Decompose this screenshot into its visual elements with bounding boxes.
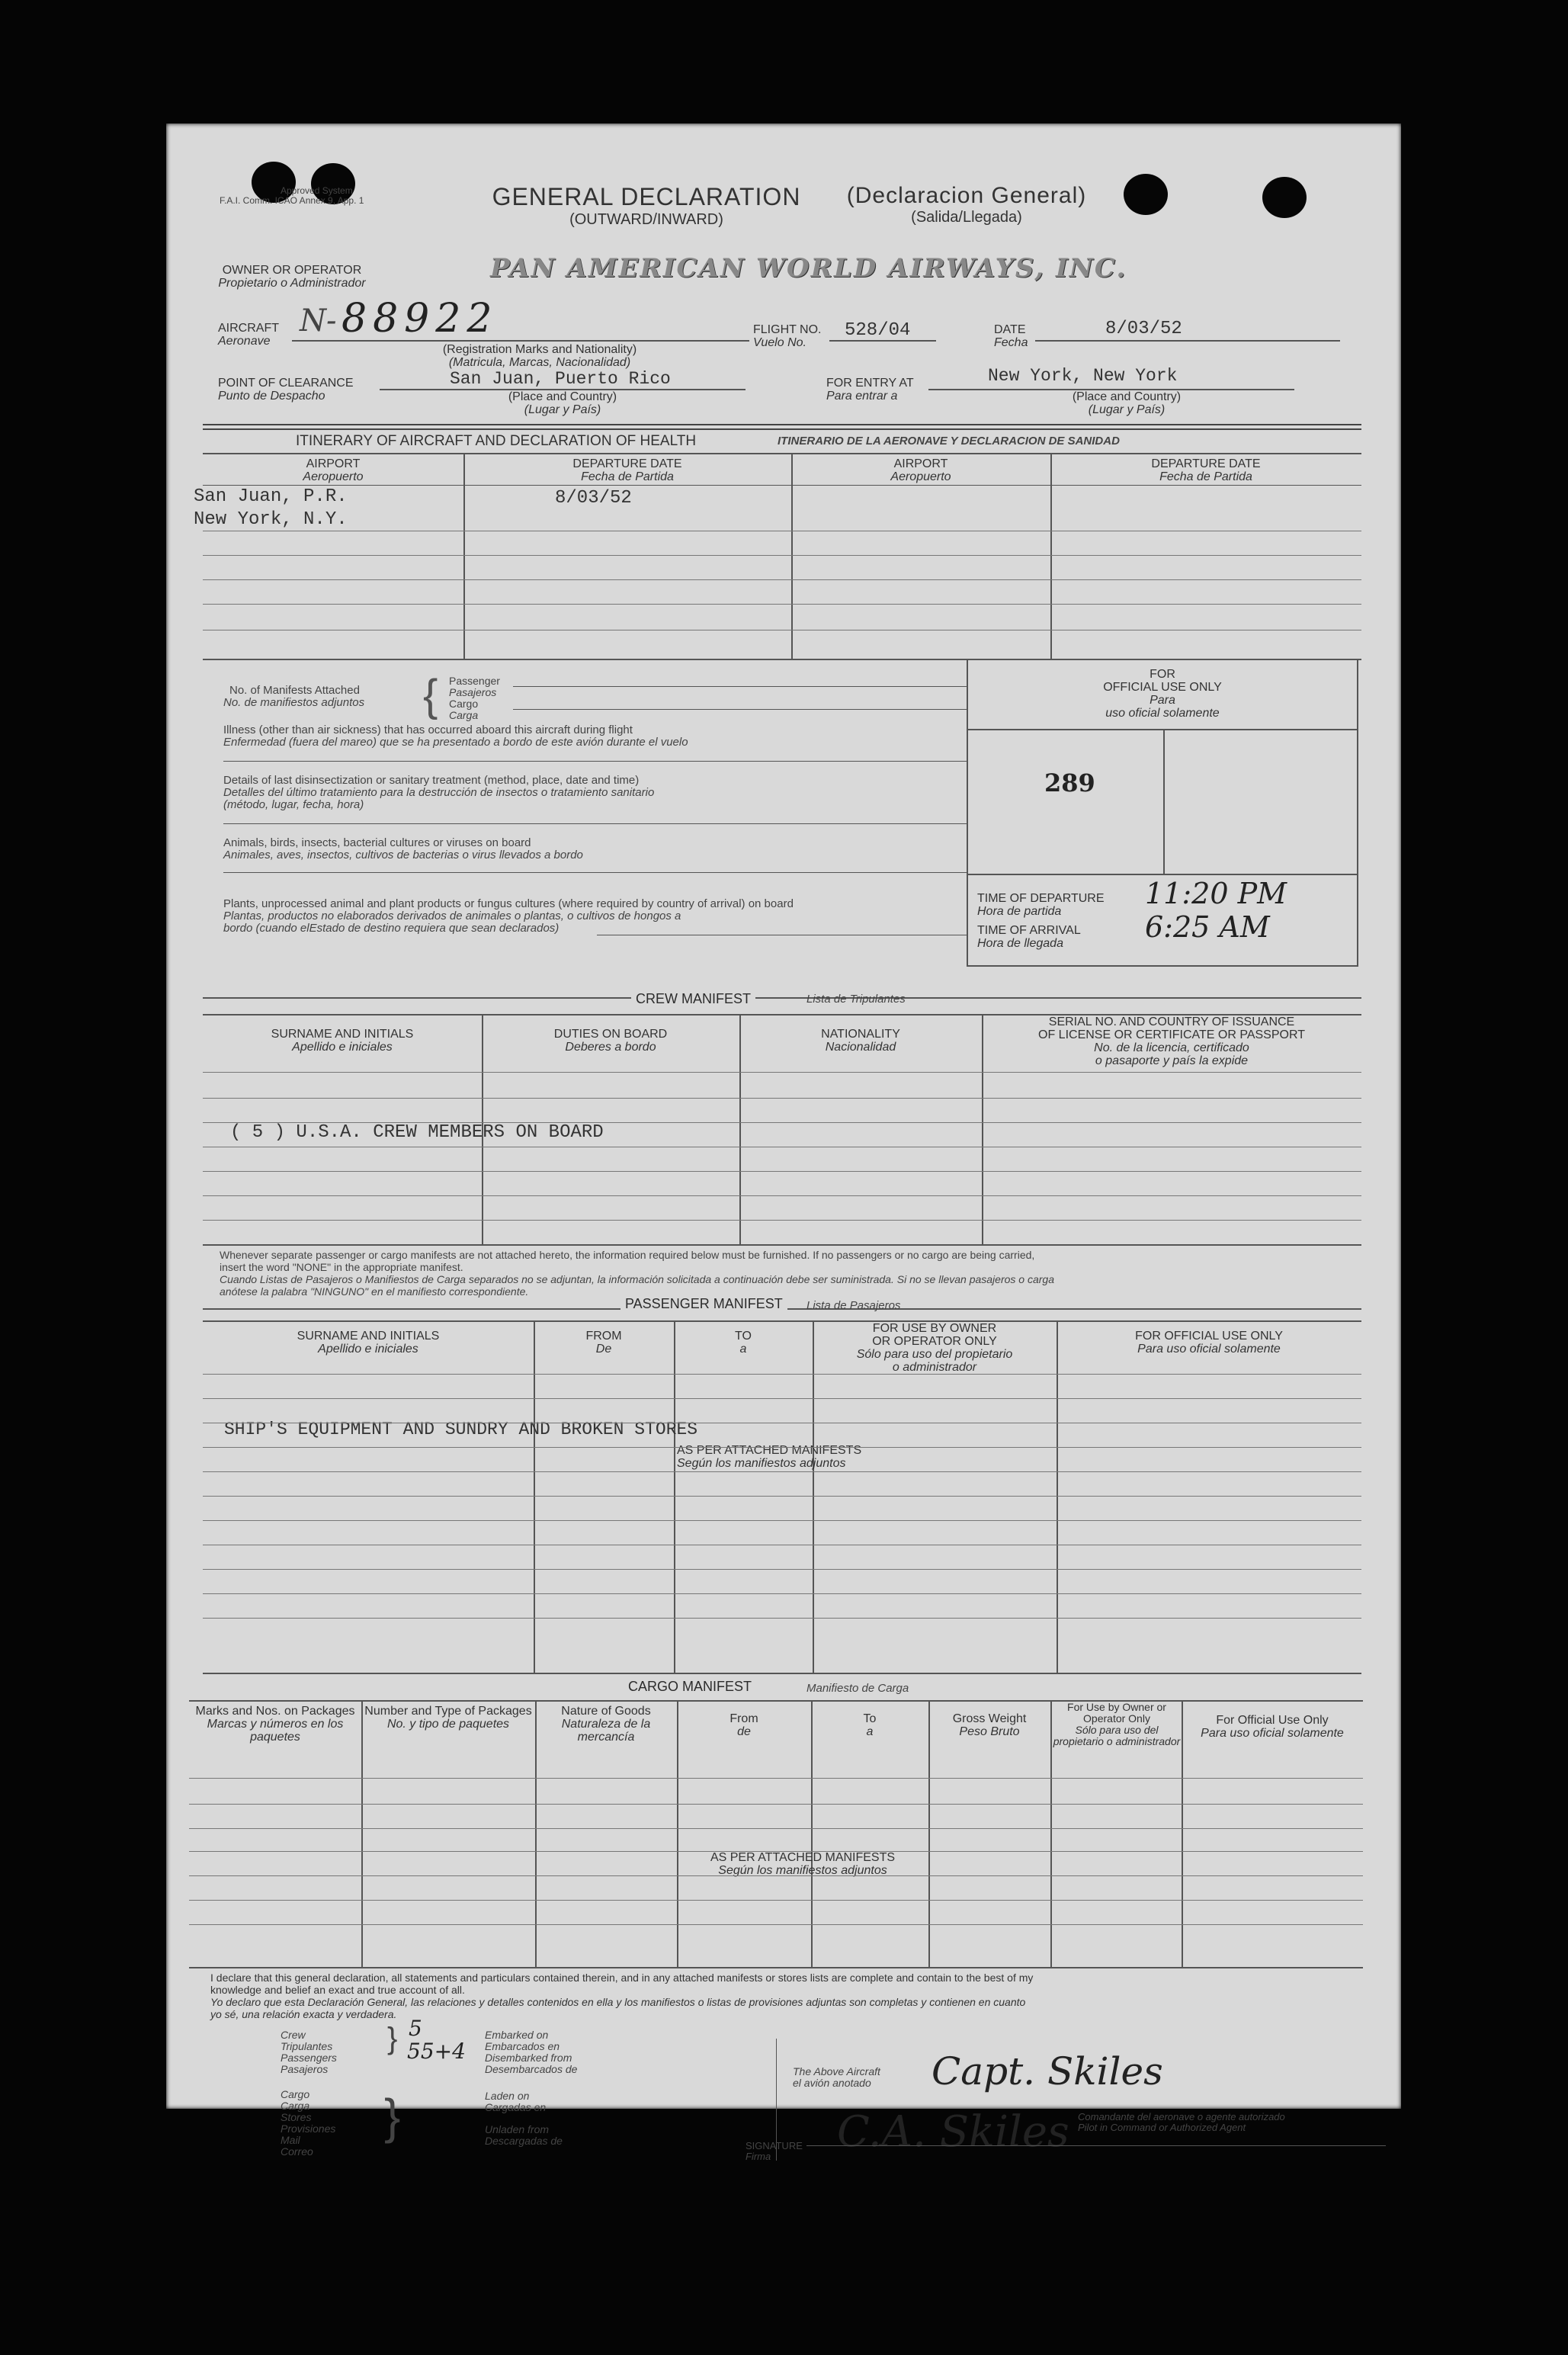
embarked-label-es: Embarcados en: [485, 2040, 560, 2052]
form-title-es: (Declaracion General): [846, 183, 1087, 208]
health-declaration: No. of Manifests Attached No. de manifiestos adjuntos { Passenger Pasajeros Cargo Carga Illness (other than air sickness) that has occurred aboard this aircraft during flight Enfermedad (fuera del mareo) que se ha presentado a bordo de este avión durante el vuelo Details of last disinsectization or sanitary treatment (method, place, date and time) Detalles del último tratamiento para la destrucción de insectos o tratamiento sanitario (método, lugar, fecha, hora) Animals, birds, insects, bacterial cultures or viruses on board Animales, aves, insectos, cultivos de bacterias o virus llevados a bordo Plants, unprocessed animal and plant products or fungus cultures (where required by country of arrival) on board Plantas, productos no elaborados derivados de animales o plantas, o cultivos de hongos a bordo (cuando elEstado de destino requiera que sean declarados): [223, 669, 1108, 1096]
departure-time-label: TIME OF DEPARTURE: [977, 892, 1105, 905]
cargo-col-nature-es: Naturaleza de la mercancía: [561, 1718, 651, 1744]
passenger-col-name-es: Apellido e iniciales: [318, 1343, 418, 1356]
crew-col-name: SURNAME AND INITIALS: [271, 1028, 414, 1041]
plants-label: Plants, unprocessed animal and plant products or fungus cultures (where required by country of arrival) on board: [223, 897, 794, 910]
crew-manifest-title: CREW MANIFEST: [631, 991, 755, 1007]
entry-value: New York, New York: [988, 366, 1178, 386]
operator-name: PAN AMERICAN WORLD AIRWAYS, INC.: [490, 253, 1127, 284]
passenger-attached: AS PER ATTACHED MANIFESTS: [677, 1444, 862, 1457]
owner-label-es: Propietario o Administrador: [218, 277, 366, 290]
above-aircraft-label: The Above Aircraft: [793, 2065, 880, 2077]
cargo-col-marks: Marks and Nos. on Packages: [195, 1705, 355, 1718]
illness-label: Illness (other than air sickness) that has occurred aboard this aircraft during flight: [223, 724, 633, 736]
notice-line-1: Whenever separate passenger or cargo manifests are not attached hereto, the information required below must be furnished. If no passengers or no cargo are being carried,: [220, 1249, 1035, 1261]
crew-col-name-es: Apellido e iniciales: [292, 1041, 393, 1054]
crew-col-license-es-1: No. de la licencia, certificado: [1094, 1041, 1249, 1054]
notice-line-4: anótese la palabra "NINGUNO" en el manifiesto correspondiente.: [220, 1285, 529, 1298]
cargo-col-owner-es: Sólo para uso del propietario o administrador: [1053, 1724, 1181, 1747]
cargo-attached-es: Según los manifiestos adjuntos: [718, 1864, 887, 1877]
arrival-time-label: TIME OF ARRIVAL: [977, 924, 1081, 937]
registration-sublabel: (Registration Marks and Nationality): [442, 343, 637, 356]
flight-label: FLIGHT NO.: [753, 323, 822, 336]
cargo-manifest-title: CARGO MANIFEST: [624, 1679, 756, 1695]
crew-count-value: 5: [409, 2016, 422, 2041]
declaration-line-2: knowledge and belief an exact and true account of all.: [210, 1984, 465, 1996]
itinerary-airport-header: AIRPORT: [306, 457, 361, 470]
itinerary-date-header: DEPARTURE DATE: [572, 457, 682, 470]
passenger-col-from: FROM: [585, 1330, 622, 1343]
crew-col-duties: DUTIES ON BOARD: [553, 1028, 668, 1041]
crew-col-license-2: OF LICENSE OR CERTIFICATE OR PASSPORT: [1038, 1028, 1305, 1041]
itinerary-airport-header-2: AIRPORT: [893, 457, 948, 470]
departure-time-value: 11:20 PM: [1145, 877, 1287, 910]
official-use-box: [967, 659, 1358, 967]
passenger-count-value: 55+4: [407, 2039, 466, 2064]
cargo-count-label-es: Carga: [281, 2100, 310, 2112]
flight-label-es: Vuelo No.: [753, 336, 806, 349]
date-label-es: Fecha: [994, 336, 1028, 349]
cargo-col-owner: For Use by Owner or Operator Only: [1067, 1701, 1166, 1725]
itinerary-date-header-es: Fecha de Partida: [581, 470, 674, 483]
cargo-col-from: From: [729, 1712, 758, 1725]
unladen-label: Unladen from: [485, 2123, 550, 2135]
clearance-sublabel-es: (Lugar y País): [524, 403, 601, 416]
punch-hole: [1124, 174, 1168, 215]
itinerary-title: ITINERARY OF AIRCRAFT AND DECLARATION OF HEALTH: [296, 433, 697, 449]
manifest-cargo-label: Cargo: [449, 698, 479, 710]
declaration-line-4: yo sé, una relación exacta y verdadera.: [210, 2008, 397, 2020]
signature-label: SIGNATURE: [746, 2140, 803, 2151]
cargo-col-to: To: [863, 1712, 877, 1725]
crew-count-label-es: Tripulantes: [281, 2040, 333, 2052]
signature-label-es: Firma: [746, 2151, 771, 2162]
signature-role-es: Comandante del aeronave o agente autorizado: [1078, 2111, 1285, 2122]
flight-date: 8/03/52: [1105, 319, 1182, 339]
disinsect-label-es: Detalles del último tratamiento para la destrucción de insectos o tratamiento sanitario: [223, 786, 655, 799]
stores-count-label-es: Provisiones: [281, 2122, 336, 2135]
form-subtitle-es: (Salida/Llegada): [911, 209, 1022, 226]
itinerary-airport-1: San Juan, P.R.: [194, 486, 348, 507]
itinerary-title-es: ITINERARIO DE LA AERONAVE Y DECLARACION DE SANIDAD: [778, 435, 1120, 448]
flight-number: 528/04: [845, 320, 911, 341]
declaration-form: Approved System F.A.I. Comm. ICAO Annex 9, App. 1 GENERAL DECLARATION (OUTWARD/INWARD) (Declaracion General) (Salida/Llegada) OWNER OR OPERATOR Propietario o Administrador PAN AMERICAN WORLD AIRWAYS, INC. AIRCRAFT Aeronave N- 88922 (Registration Marks and Nationality) (Matricula, Marcas, Nacionalidad) FLIGHT NO. Vuelo No. 528/04 DATE Fecha 8/03/52 POINT OF CLEARANCE Punto de Despacho San Juan, Puerto Rico (Place and Country) (Lugar y País) FOR ENTRY AT Para entrar a New York, New York (Place and Country) (Lugar y País) ITINERARY OF AIRCRAFT AND DECLARATION OF HEALTH ITINERARIO DE LA AERONAVE Y DECLARACION DE SANIDAD AIRPORT Aeropuerto DEPARTURE DATE Fecha de Partida AIRPORT Aeropuerto DEPARTURE DATE Fecha de Partida San Juan, P.R. 8/03/52 New York, N.Y. No. of Manifests Attached No. de manifiestos adjuntos { Passenger Pasajeros Cargo Carga Illness (other than air sickness) that has occurred aboard this aircraft during flight Enfermedad (fuera del mareo) que se ha presentado a bordo de este avión durante el vuelo Details of last disinsectization or sanitary treatment (method, place, date and time) Detalles del último tratamiento para la destrucción de insectos o tratamiento sanitario (método, lugar, fecha, hora) Animals, birds, insects, bacterial cultures or viruses on board Animales, aves, insectos, cultivos de bacterias o virus llevados a bordo Plants, unprocessed animal and plant products or fungus cultures (where required by country of arrival) on board Plantas, productos no elaborados derivados de animales o plantas, o cultivos de hongos a bordo (cuando elEstado de destino requiera que sean declarados) FOR OFFICIAL USE ONLY Para uso oficial solamente 289 TIME OF DEPARTURE Hora de partida 11:20 PM TIME OF ARRIVAL Hora de llegada 6:25 AM CREW MANIFEST Lista de Tripulantes SURNAME AND INITIALS Apellido e iniciales DUTIES ON BOARD Deberes a bordo NATIONALITY Nacionalidad SERIAL NO. AND COUNTRY OF ISSUANCE OF LICENSE OR CERTIFICATE OR PASSPORT No. de la licencia, certificado o pasaporte y país la expide ( 5 ) U.S.A. CREW MEMBERS ON BOARD Whenever separate passenger or cargo manifests are not attached hereto, the information required below must be furnished. If no passengers or no cargo are being carried, insert the word "NONE" in the appropriate manifest. Cuando Listas de Pasajeros o Manifiestos de Carga separados no se adjuntan, la información solicitada a continuación debe ser suministrada. Si no se llevan pasajeros o carga anótese la palabra "NINGUNO" en el manifiesto correspondiente. PASSENGER MANIFEST Lista de Pasajeros SURNAME AND INITIALS Apellido e iniciales FROM De TO a FOR USE BY OWNER OR OPERATOR ONLY Sólo para uso del propietario o administrador FOR OFFICIAL USE ONLY Para uso oficial solamente SHIP'S EQUIPMENT AND SUNDRY AND BROKEN STORES AS PER ATTACHED MANIFESTS Según los manifiestos adjuntos CARGO MANIFEST Manifiesto de Carga Marks and Nos. on Packages Marcas y números en los paquetes Number and Type of Packages No. y tipo de paquetes Nature of Goods Naturaleza de la mercancía From de To a Gross Weight Peso Bruto For Use by Owner or Operator Only Sólo para uso del propietario o administrador For Official Use Only Para uso oficial solamente AS PER ATTACHED MANIFESTS Según los manifiestos adjuntos I declare that this general declaration, all statements and particulars contained therein, and in any attached manifests or stores lists are complete and contain to the best of my knowledge and belief an exact and true account of all. Yo declaro que esta Declaración General, las relaciones y detalles contenidos en ella y los manifiestos o listas de provisiones adjuntas son completas y contienen en cuanto yo sé, una relación exacta y verdadera. Crew Tripulantes Passengers Pasajeros } 5 55+4 Embarked on Embarcados en Disembarked from Desembarcados de Cargo Carga Stores Provisiones Mail Correo } Laden on Cargadas en Unladen from Descargadas de The Above Aircraft el avión anotado Capt. Skiles C.A. Skiles Comandante del aeronave o agente autorizado Pilot in Command or Authorized Agent SIGNATURE Firma: [166, 124, 1401, 2109]
cargo-col-weight: Gross Weight: [952, 1712, 1027, 1725]
crew-entry: ( 5 ) U.S.A. CREW MEMBERS ON BOARD: [230, 1122, 604, 1143]
captain-signature: C.A. Skiles: [837, 2107, 1069, 2157]
manifests-label: No. of Manifests Attached: [229, 684, 360, 697]
entry-sublabel-es: (Lugar y País): [1088, 403, 1166, 416]
embarked-label: Embarked on: [485, 2029, 549, 2041]
passenger-col-owner-es-2: o administrador: [892, 1361, 977, 1374]
plants-label-es: Plantas, productos no elaborados derivados de animales o plantas, o cultivos de hongos a: [223, 910, 681, 922]
crew-col-nationality-es: Nacionalidad: [825, 1041, 896, 1054]
captain-name: Capt. Skiles: [932, 2049, 1163, 2094]
cargo-col-packages: Number and Type of Packages: [364, 1705, 532, 1718]
stores-count-label: Stores: [281, 2111, 312, 2123]
cargo-col-nature: Nature of Goods: [561, 1705, 651, 1718]
cargo-attached: AS PER ATTACHED MANIFESTS: [710, 1851, 896, 1864]
clearance-value: San Juan, Puerto Rico: [450, 369, 671, 389]
cargo-col-weight-es: Peso Bruto: [959, 1725, 1020, 1738]
itinerary-airport-header-2-es: Aeropuerto: [890, 470, 951, 483]
clearance-label: POINT OF CLEARANCE: [218, 377, 354, 390]
laden-label-es: Cargadas en: [485, 2101, 547, 2113]
manifest-passenger-label-es: Pasajeros: [449, 686, 497, 698]
laden-label: Laden on: [485, 2090, 530, 2102]
cargo-col-marks-es: Marcas y números en los paquetes: [207, 1718, 344, 1744]
official-stamp-number: 289: [1044, 768, 1095, 797]
passenger-col-to-es: a: [739, 1343, 747, 1356]
owner-label: OWNER OR OPERATOR: [222, 264, 362, 277]
crew-col-duties-es: Deberes a bordo: [565, 1041, 656, 1054]
disinsect-label-es2: (método, lugar, fecha, hora): [223, 798, 364, 811]
notice-line-2: insert the word "NONE" in the appropriate manifest.: [220, 1261, 463, 1273]
cargo-manifest-title-es: Manifiesto de Carga: [806, 1682, 909, 1695]
crew-count-label: Crew: [281, 2029, 306, 2041]
passenger-col-to: TO: [735, 1330, 752, 1343]
cargo-col-official-es: Para uso oficial solamente: [1201, 1727, 1344, 1740]
itinerary-date-header-2-es: Fecha de Partida: [1159, 470, 1252, 483]
passenger-col-official: FOR OFFICIAL USE ONLY: [1135, 1330, 1283, 1343]
official-para-label: Para: [1150, 694, 1175, 707]
cargo-count-label: Cargo: [281, 2088, 310, 2100]
mail-count-label-es: Correo: [281, 2145, 313, 2158]
passenger-manifest-title: PASSENGER MANIFEST: [620, 1296, 787, 1312]
illness-label-es: Enfermedad (fuera del mareo) que se ha presentado a bordo de este avión durante el vuelo: [223, 736, 688, 749]
plants-label-es2: bordo (cuando elEstado de destino requiera que sean declarados): [223, 922, 560, 935]
signature-role: Pilot in Command or Authorized Agent: [1078, 2122, 1246, 2133]
registration-value: 88922: [341, 296, 499, 342]
aircraft-label-es: Aeronave: [218, 335, 271, 348]
itinerary-airport-header-es: Aeropuerto: [303, 470, 364, 483]
form-subtitle: (OUTWARD/INWARD): [569, 211, 723, 228]
passenger-col-owner-es-1: Sólo para uso del propietario: [856, 1348, 1013, 1361]
itinerary-date-header-2: DEPARTURE DATE: [1151, 457, 1261, 470]
entry-label-es: Para entrar a: [826, 390, 898, 403]
official-uso-label: uso oficial solamente: [1105, 707, 1220, 720]
passenger-count-label-es: Pasajeros: [281, 2063, 329, 2075]
clearance-label-es: Punto de Despacho: [218, 390, 325, 403]
entry-label: FOR ENTRY AT: [826, 377, 914, 390]
registration-prefix: N-: [300, 303, 337, 338]
manifests-label-es: No. de manifiestos adjuntos: [223, 696, 365, 709]
form-title: GENERAL DECLARATION: [492, 183, 801, 210]
punch-hole: [1262, 177, 1307, 218]
animals-label-es: Animales, aves, insectos, cultivos de bacterias o virus llevados a bordo: [223, 849, 583, 861]
itinerary-airport-2: New York, N.Y.: [194, 509, 348, 530]
crew-col-nationality: NATIONALITY: [821, 1028, 900, 1041]
registration-sublabel-es: (Matricula, Marcas, Nacionalidad): [448, 356, 631, 369]
mail-count-label: Mail: [281, 2134, 300, 2146]
clearance-sublabel: (Place and Country): [508, 390, 617, 403]
disembarked-label: Disembarked from: [485, 2052, 572, 2064]
manifest-notice: [220, 1249, 1363, 1298]
official-use-label: OFFICIAL USE ONLY: [1103, 681, 1222, 694]
manifest-passenger-label: Passenger: [449, 675, 500, 687]
itinerary-date-1: 8/03/52: [555, 488, 632, 509]
cargo-col-from-es: de: [737, 1725, 751, 1738]
passenger-col-official-es: Para uso oficial solamente: [1137, 1343, 1281, 1356]
declaration-line-1: I declare that this general declaration, all statements and particulars contained therein, and in any attached manifests or stores lists are complete and contain to the best of my: [210, 1972, 1034, 1984]
animals-label: Animals, birds, insects, bacterial cultures or viruses on board: [223, 836, 531, 849]
approved-annex-label: F.A.I. Comm. ICAO Annex 9, App. 1: [220, 195, 364, 206]
passenger-col-from-es: De: [595, 1343, 612, 1356]
manifest-cargo-label-es: Carga: [449, 709, 479, 721]
above-aircraft-label-es: el avión anotado: [793, 2077, 871, 2089]
cargo-col-official: For Official Use Only: [1216, 1714, 1329, 1727]
departure-time-label-es: Hora de partida: [977, 905, 1062, 918]
disinsect-label: Details of last disinsectization or sanitary treatment (method, place, date and time): [223, 774, 640, 787]
aircraft-label: AIRCRAFT: [218, 322, 279, 335]
disembarked-label-es: Desembarcados de: [485, 2063, 578, 2075]
declaration-statement: [210, 1972, 1354, 2020]
passenger-count-label: Passengers: [281, 2052, 337, 2064]
passenger-entry: SHIP'S EQUIPMENT AND SUNDRY AND BROKEN STORES: [224, 1420, 698, 1439]
arrival-time-label-es: Hora de llegada: [977, 937, 1063, 950]
entry-sublabel: (Place and Country): [1072, 390, 1182, 403]
cargo-col-to-es: a: [866, 1725, 874, 1738]
date-label: DATE: [994, 323, 1026, 336]
passenger-col-owner-2: OR OPERATOR ONLY: [872, 1335, 997, 1348]
official-for-label: FOR: [1150, 668, 1175, 681]
approved-system-label: Approved System: [281, 185, 353, 196]
declaration-line-3: Yo declaro que esta Declaración General, las relaciones y detalles contenidos en ella y los manifiestos o listas de provisiones adjuntas son completas y contienen en cuanto: [210, 1996, 1026, 2008]
notice-line-3: Cuando Listas de Pasajeros o Manifiestos de Carga separados no se adjuntan, la información solicitada a continuación debe ser suministrada. Si no se llevan pasajeros o carga: [220, 1273, 1054, 1285]
passenger-attached-es: Según los manifiestos adjuntos: [677, 1457, 846, 1470]
unladen-label-es: Descargadas de: [485, 2135, 563, 2147]
crew-col-license-es-2: o pasaporte y país la expide: [1095, 1054, 1249, 1067]
passenger-col-name: SURNAME AND INITIALS: [297, 1330, 440, 1343]
crew-manifest-title-es: Lista de Tripulantes: [806, 993, 906, 1006]
cargo-col-packages-es: No. y tipo de paquetes: [386, 1718, 510, 1731]
arrival-time-value: 6:25 AM: [1145, 910, 1270, 944]
crew-col-license-1: SERIAL NO. AND COUNTRY OF ISSUANCE: [1048, 1015, 1295, 1028]
passenger-manifest-title-es: Lista de Pasajeros: [806, 1299, 901, 1312]
passenger-col-owner-1: FOR USE BY OWNER: [872, 1322, 997, 1335]
